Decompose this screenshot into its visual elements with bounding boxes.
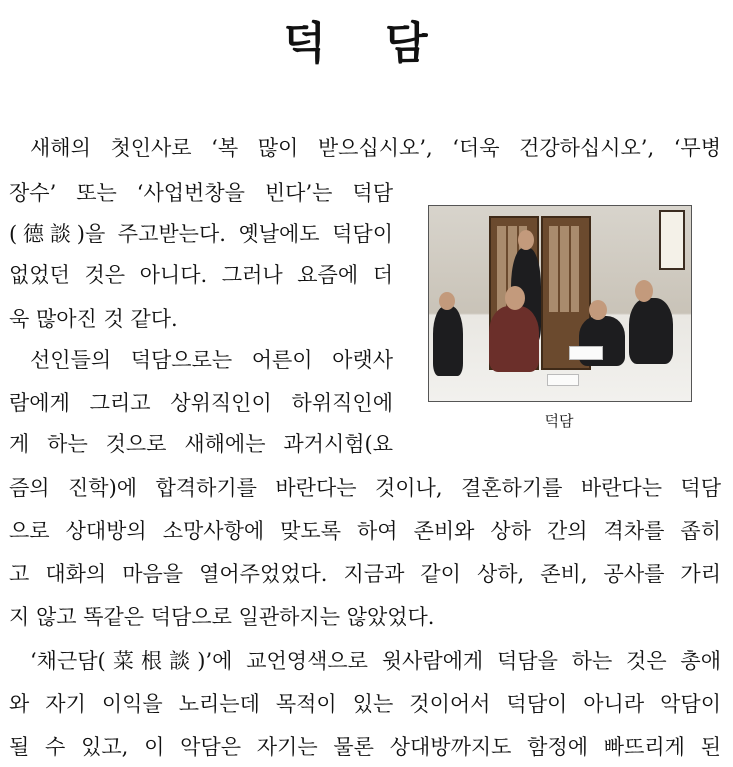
text-line: 즘의 진학)에 합격하기를 바란다는 것이나, 결혼하기를 바란다는 덕담 — [9, 476, 721, 500]
text-line: 지 않고 똑같은 덕담으로 일관하지는 않았었다. — [9, 605, 435, 629]
photo-person — [629, 298, 673, 364]
text-line: (德談)을 주고받는다. 옛날에도 덕담이 — [9, 222, 393, 246]
text-line: 새해의 첫인사로 ‘복 많이 받으십시오’, ‘더욱 건강하십시오’, ‘무병 — [30, 136, 721, 160]
photo-people-exchanging-greetings — [428, 205, 692, 402]
text-line: 게 하는 것으로 새해에는 과거시험(요 — [9, 432, 393, 456]
photo-person — [489, 306, 539, 372]
text-line: 으로 상대방의 소망사항에 맞도록 하여 존비와 상하 간의 격차를 좁히 — [9, 519, 721, 543]
text-line: 고 대화의 마음을 열어주었었다. 지금과 같이 상하, 존비, 공사를 가리 — [9, 562, 721, 586]
page-title: 덕 담 — [283, 18, 450, 69]
photo-caption: 덕담 — [544, 412, 574, 430]
photo-person-head — [589, 300, 607, 320]
photo-paper — [547, 374, 579, 386]
photo-person-head — [439, 292, 455, 310]
photo-person-head — [635, 280, 653, 302]
text-line: 없었던 것은 아니다. 그러나 요즘에 더 — [9, 263, 393, 287]
text-line: 장수’ 또는 ‘사업번창을 빈다’는 덕담 — [9, 181, 393, 205]
photo-wall-board — [659, 210, 685, 270]
text-line: 될 수 있고, 이 악담은 자기는 물론 상대방까지도 함정에 빠뜨리게 된 — [9, 735, 721, 759]
photo-person-head — [505, 286, 525, 310]
text-line: 선인들의 덕담으로는 어른이 아랫사 — [30, 348, 393, 372]
text-line: 와 자기 이익을 노리는데 목적이 있는 것이어서 덕담이 아니라 악담이 — [9, 692, 721, 716]
photo-person — [433, 306, 463, 376]
text-line: 람에게 그리고 상위직인이 하위직인에 — [9, 391, 393, 415]
photo-person-head — [518, 230, 534, 250]
text-line: ‘채근담(菜根談)’에 교언영색으로 윗사람에게 덕담을 하는 것은 총애 — [30, 649, 721, 673]
photo-paper — [569, 346, 603, 360]
text-line: 욱 많아진 것 같다. — [9, 307, 178, 331]
